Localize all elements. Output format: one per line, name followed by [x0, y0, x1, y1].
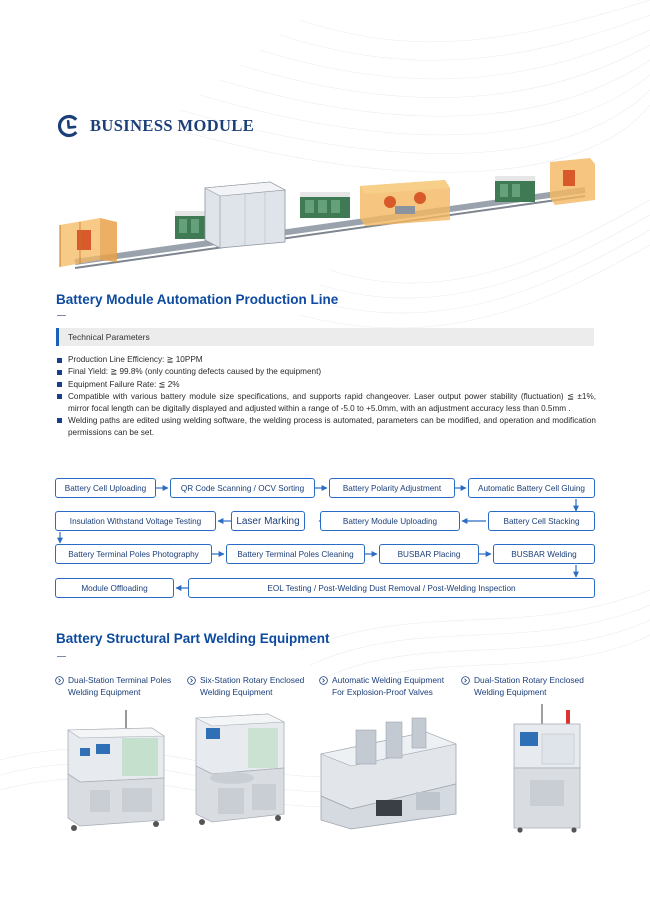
flow-step-cell-stacking: Battery Cell Stacking: [488, 511, 595, 531]
explosion-proof-valve-welder-image: [316, 714, 461, 832]
flow-step-qr-code-scanning: QR Code Scanning / OCV Sorting: [170, 478, 315, 498]
technical-parameters-label: Technical Parameters: [68, 332, 150, 342]
section-title-production-line: Battery Module Automation Production Line: [56, 292, 339, 307]
equipment-name-line: Welding Equipment: [474, 686, 547, 697]
flow-step-busbar-placing: BUSBAR Placing: [379, 544, 479, 564]
chevron-circle-icon: [461, 676, 470, 685]
dual-station-rotary-welder-image: [508, 704, 588, 834]
dual-station-terminal-welder-image: [60, 708, 170, 836]
equipment-item: [319, 675, 444, 698]
flow-step-laser-marking: Laser Marking: [231, 511, 305, 531]
six-station-rotary-welder-image: [188, 710, 293, 836]
equipment-item: [461, 675, 584, 698]
equipment-name-line: Dual-Station Terminal Poles: [68, 675, 172, 685]
equipment-item: [55, 675, 171, 698]
flow-step-battery-polarity-adjustment: Battery Polarity Adjustment: [329, 478, 455, 498]
chevron-circle-icon: [319, 676, 328, 685]
technical-parameters-bar: [56, 328, 594, 346]
list-item: Compatible with various battery module size specifications, and supports rapid changeover. Laser output power stability (fluctuation) ≦ ±1%, mirror focal length can be digitally displayed and adjusted within a range of -5.0 to +5.0mm, with an adjustment accuracy less than 0.5mm .: [56, 391, 596, 415]
logo-icon: [57, 114, 81, 138]
production-line-illustration: [55, 150, 600, 275]
list-item: Equipment Failure Rate: ≦ 2%: [56, 379, 596, 391]
list-item: Production Line Efficiency: ≧ 10PPM: [56, 354, 596, 366]
equipment-name-line: Welding Equipment: [200, 686, 273, 697]
equipment-name-line: For Explosion-Proof Valves: [332, 686, 433, 697]
list-item: Welding paths are edited using welding software, the welding process is automated, parameters can be modified, and operation and modification permissions can be set.: [56, 415, 596, 439]
section-divider: [57, 315, 66, 316]
chevron-circle-icon: [187, 676, 196, 685]
parameters-list: [56, 354, 596, 439]
flow-step-module-offloading: Module Offloading: [55, 578, 174, 598]
flow-step-automatic-cell-gluing: Automatic Battery Cell Gluing: [468, 478, 595, 498]
flow-step-terminal-cleaning: Battery Terminal Poles Cleaning: [226, 544, 365, 564]
flow-step-busbar-welding: BUSBAR Welding: [493, 544, 595, 564]
chevron-circle-icon: [55, 676, 64, 685]
equipment-name-line: Six-Station Rotary Enclosed: [200, 675, 305, 685]
section-divider: [57, 656, 66, 657]
equipment-name-line: Automatic Welding Equipment: [332, 675, 445, 685]
list-item: Final Yield: ≧ 99.8% (only counting defects caused by the equipment): [56, 366, 596, 378]
brand-header: [57, 114, 254, 138]
equipment-name-line: Dual-Station Rotary Enclosed: [474, 675, 584, 685]
flow-step-eol-testing: EOL Testing / Post-Welding Dust Removal / Post-Welding Inspection: [188, 578, 595, 598]
flow-step-module-uploading: Battery Module Uploading: [320, 511, 460, 531]
flow-step-battery-cell-uploading: Battery Cell Uploading: [55, 478, 156, 498]
flow-step-insulation-testing: Insulation Withstand Voltage Testing: [55, 511, 216, 531]
section-title-welding-equipment: Battery Structural Part Welding Equipment: [56, 631, 330, 646]
flow-step-terminal-photography: Battery Terminal Poles Photography: [55, 544, 212, 564]
equipment-item: [187, 675, 304, 698]
page-title: BUSINESS MODULE: [90, 116, 255, 135]
equipment-name-line: Welding Equipment: [68, 686, 141, 697]
